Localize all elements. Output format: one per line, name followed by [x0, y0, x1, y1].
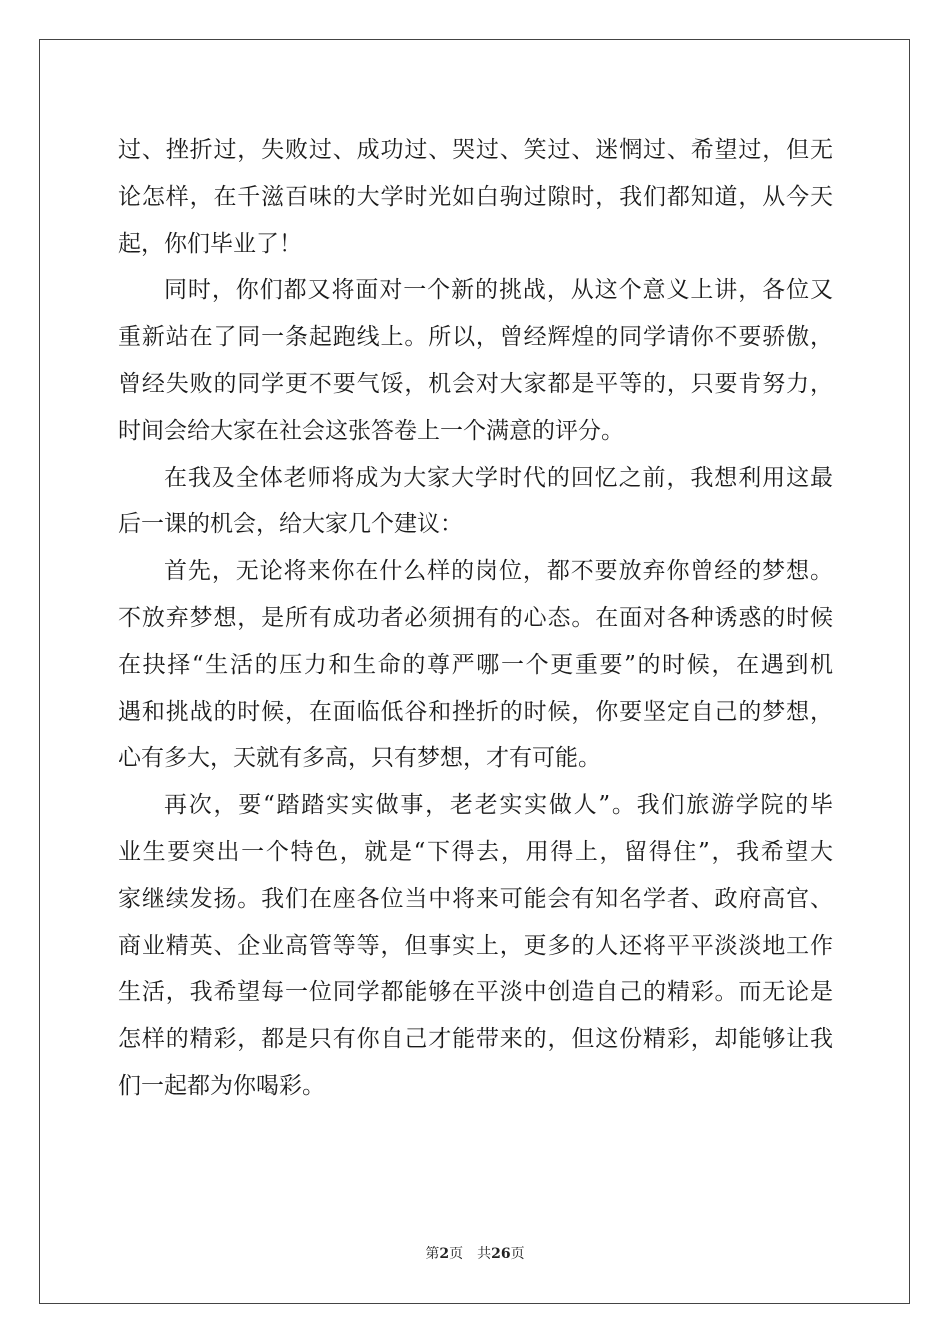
text-line: 再次，要“踏踏实实做事，老老实实做人”。我们旅游学院的毕 [164, 792, 833, 819]
text-line: 起，你们毕业了！ [118, 230, 302, 257]
text-line: 论怎样，在千滋百味的大学时光如白驹过隙时，我们都知道，从今天 [118, 183, 833, 210]
text-line: 在我及全体老师将成为大家大学时代的回忆之前，我想利用这最 [164, 464, 833, 491]
text-line: 时间会给大家在社会这张答卷上一个满意的评分。 [118, 417, 624, 444]
page-footer [0, 1244, 950, 1264]
text-line: 遇和挑战的时候，在面临低谷和挫折的时候，你要坚定自己的梦想， [118, 698, 833, 725]
text-line: 不放弃梦想，是所有成功者必须拥有的心态。在面对各种诱惑的时候 [118, 604, 833, 631]
footer-middle: 页 共 [449, 1246, 492, 1262]
text-line: 首先，无论将来你在什么样的岗位，都不要放弃你曾经的梦想。 [164, 558, 833, 585]
text-line: 同时，你们都又将面对一个新的挑战，从这个意义上讲，各位又 [164, 277, 833, 304]
text-line: 心有多大，天就有多高，只有梦想，才有可能。 [118, 745, 601, 772]
text-line: 家继续发扬。我们在座各位当中将来可能会有知名学者、政府高官、 [118, 885, 833, 912]
total-pages-number: 26 [491, 1246, 511, 1262]
document-body [118, 127, 833, 1110]
text-line: 怎样的精彩，都是只有你自己才能带来的，但这份精彩，却能够让我 [118, 1026, 833, 1053]
text-line: 们一起都为你喝彩。 [118, 1072, 325, 1099]
footer-prefix: 第 [425, 1246, 440, 1262]
footer-suffix: 页 [510, 1246, 525, 1262]
text-line: 业生要突出一个特色，就是“下得去，用得上，留得住”，我希望大 [118, 838, 833, 865]
text-line: 后一课的机会，给大家几个建议： [118, 511, 463, 538]
current-page-number: 2 [439, 1246, 450, 1262]
text-line: 曾经失败的同学更不要气馁，机会对大家都是平等的，只要肯努力， [118, 370, 833, 397]
text-line: 过、挫折过，失败过、成功过、哭过、笑过、迷惘过、希望过，但无 [118, 137, 833, 163]
text-line: 生活，我希望每一位同学都能够在平淡中创造自己的精彩。而无论是 [118, 979, 833, 1006]
text-line: 在抉择“生活的压力和生命的尊严哪一个更重要”的时候，在遇到机 [118, 651, 833, 678]
text-line: 重新站在了同一条起跑线上。所以，曾经辉煌的同学请你不要骄傲， [118, 324, 833, 351]
text-line: 商业精英、企业高管等等，但事实上，更多的人还将平平淡淡地工作 [118, 932, 833, 959]
